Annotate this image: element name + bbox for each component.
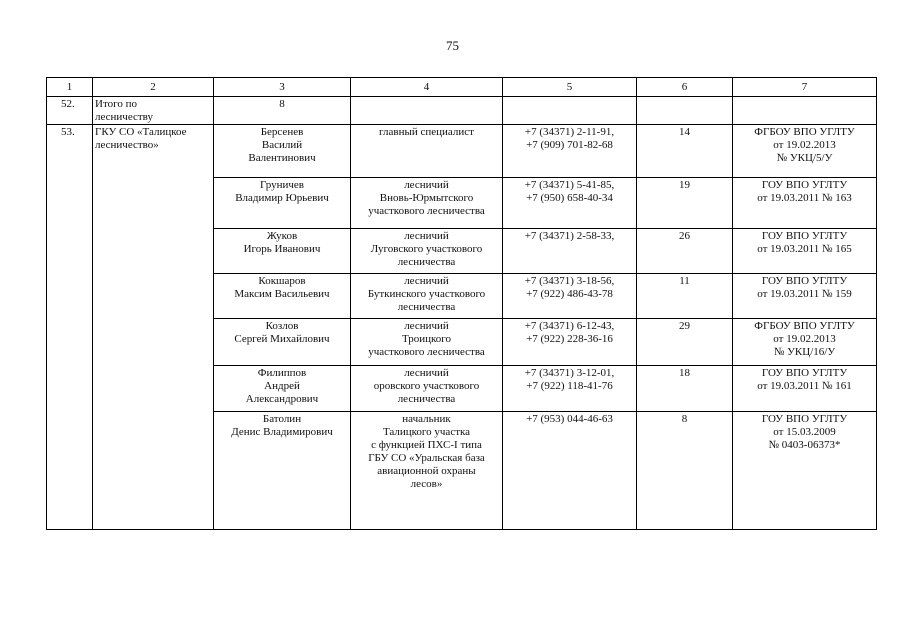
position-cell: лесничий Вновь-Юрмытского участкового лесничества [351,178,503,229]
forestry-staff-table [46,77,877,530]
table-row [47,97,877,125]
name-cell: Жуков Игорь Иванович [214,229,351,274]
experience-cell: 29 [637,319,733,366]
phone-cell: +7 (34371) 5-41-85, +7 (950) 658-40-34 [503,178,637,229]
position-cell: лесничий Луговского участкового лесничества [351,229,503,274]
column-header: 1 [47,78,93,97]
row-number-cell: 53. [47,125,93,530]
education-cell: ГОУ ВПО УГЛТУ от 19.03.2011 № 159 [733,274,877,319]
name-cell: Берсенев Василий Валентинович [214,125,351,178]
education-cell: ГОУ ВПО УГЛТУ от 19.03.2011 № 165 [733,229,877,274]
phone-cell [503,97,637,125]
position-cell: лесничий Троицкого участкового лесничества [351,319,503,366]
organization-cell: ГКУ СО «Талицкое лесничество» [93,125,214,530]
column-header: 6 [637,78,733,97]
position-cell: главный специалист [351,125,503,178]
phone-cell: +7 (953) 044-46-63 [503,412,637,530]
organization-cell: Итого по лесничеству [93,97,214,125]
experience-cell: 19 [637,178,733,229]
education-cell: ФГБОУ ВПО УГЛТУ от 19.02.2013 № УКЦ/5/У [733,125,877,178]
column-header: 2 [93,78,214,97]
education-cell: ФГБОУ ВПО УГЛТУ от 19.02.2013 № УКЦ/16/У [733,319,877,366]
row-number-cell: 52. [47,97,93,125]
education-cell [733,97,877,125]
position-cell: лесничий Буткинского участкового лесничества [351,274,503,319]
education-cell: ГОУ ВПО УГЛТУ от 19.03.2011 № 161 [733,366,877,412]
education-cell: ГОУ ВПО УГЛТУ от 15.03.2009 № 0403-06373* [733,412,877,530]
experience-cell: 14 [637,125,733,178]
column-header: 4 [351,78,503,97]
name-cell: Кокшаров Максим Васильевич [214,274,351,319]
position-cell [351,97,503,125]
phone-cell: +7 (34371) 3-12-01, +7 (922) 118-41-76 [503,366,637,412]
column-header: 3 [214,78,351,97]
experience-cell [637,97,733,125]
page-number: 75 [446,38,459,53]
experience-cell: 18 [637,366,733,412]
table-row [47,125,877,178]
name-cell: Козлов Сергей Михайлович [214,319,351,366]
phone-cell: +7 (34371) 6-12-43, +7 (922) 228-36-16 [503,319,637,366]
name-cell: 8 [214,97,351,125]
education-cell: ГОУ ВПО УГЛТУ от 19.03.2011 № 163 [733,178,877,229]
experience-cell: 26 [637,229,733,274]
experience-cell: 11 [637,274,733,319]
column-header: 5 [503,78,637,97]
phone-cell: +7 (34371) 2-11-91, +7 (909) 701-82-68 [503,125,637,178]
column-header: 7 [733,78,877,97]
phone-cell: +7 (34371) 2-58-33, [503,229,637,274]
table-header-row [47,78,877,97]
phone-cell: +7 (34371) 3-18-56, +7 (922) 486-43-78 [503,274,637,319]
name-cell: Филиппов Андрей Александрович [214,366,351,412]
name-cell: Батолин Денис Владимирович [214,412,351,530]
position-cell: начальник Талицкого участка с функцией ПХС-I типа ГБУ СО «Уральская база авиационной охраны лесов» [351,412,503,530]
experience-cell: 8 [637,412,733,530]
name-cell: Груничев Владимир Юрьевич [214,178,351,229]
position-cell: лесничий оровского участкового лесничества [351,366,503,412]
